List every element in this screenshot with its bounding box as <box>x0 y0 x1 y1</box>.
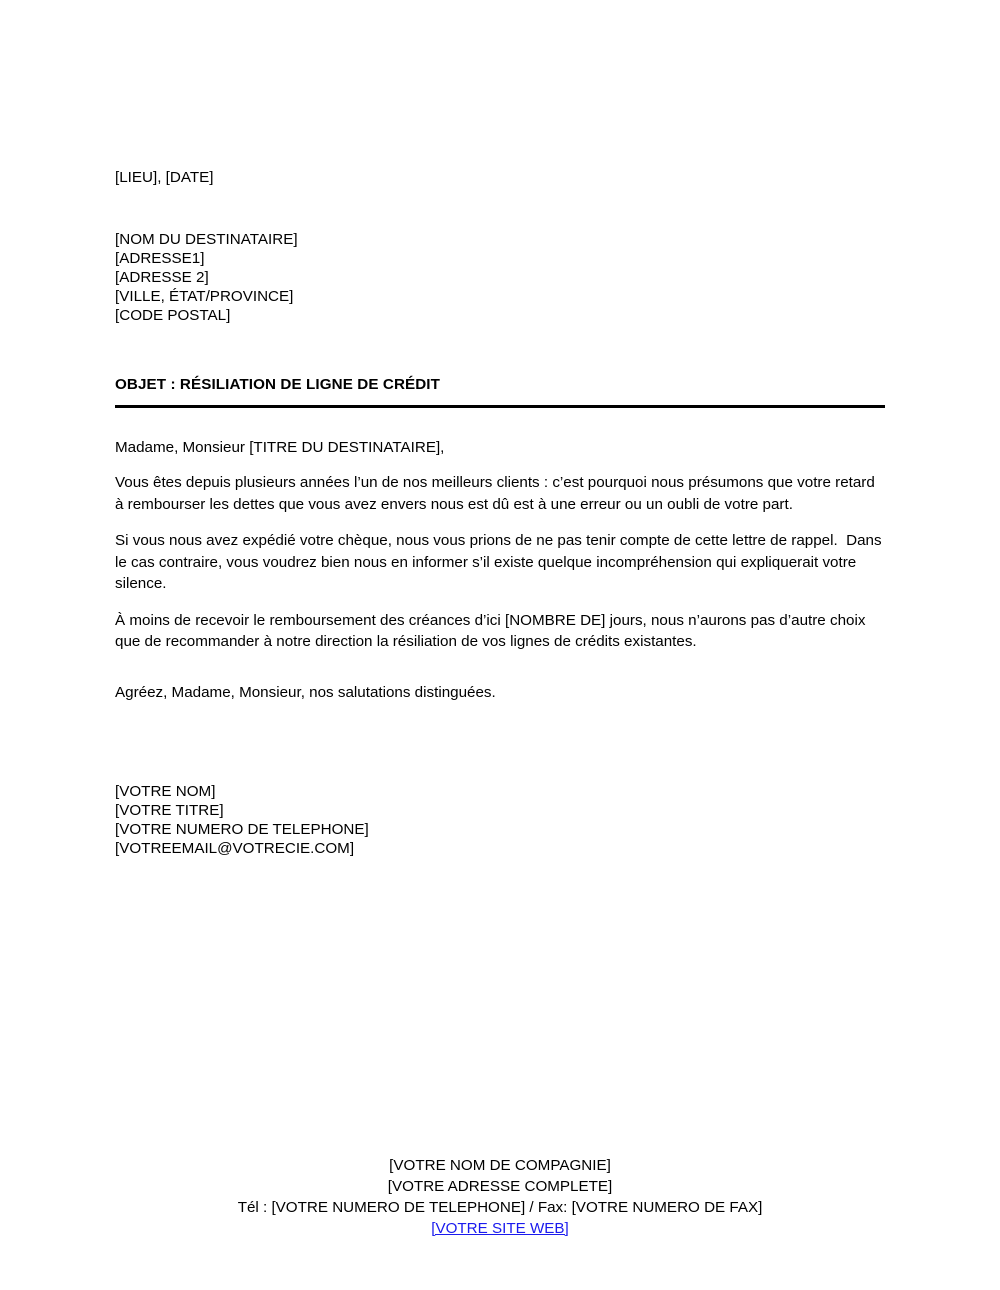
salutation-line: Madame, Monsieur [TITRE DU DESTINATAIRE], <box>115 439 445 456</box>
recipient-line: [CODE POSTAL] <box>115 307 231 324</box>
spacer-before-paragraph-3 <box>115 595 885 610</box>
spacer-after-date <box>115 187 885 230</box>
spacer-before-rule <box>115 394 885 405</box>
signature-line: [VOTREEMAIL@VOTRECIE.COM] <box>115 839 355 857</box>
footer-address: [VOTRE ADRESSE COMPLETE] <box>387 1178 613 1195</box>
footer-company-name: [VOTRE NOM DE COMPAGNIE] <box>389 1157 611 1174</box>
body-paragraph: À moins de recevoir le remboursement des créances d’ici [NOMBRE DE] jours, nous n’aurons pas d’autre choix que de recommander à notre direction la résiliation de vos lignes de crédits existantes. <box>115 611 870 650</box>
signature-line: [VOTRE NUMERO DE TELEPHONE] <box>115 820 369 838</box>
recipient-line: [NOM DU DESTINATAIRE] <box>115 231 298 248</box>
letter-body <box>115 168 885 858</box>
signature-block <box>115 782 885 858</box>
spacer-before-paragraph-2 <box>115 515 885 530</box>
recipient-line: [ADRESSE1] <box>115 250 205 267</box>
subject-line: OBJET : RÉSILIATION DE LIGNE DE CRÉDIT <box>115 376 441 393</box>
footer-contact: Tél : [VOTRE NUMERO DE TELEPHONE] / Fax: [VOTRE NUMERO DE FAX] <box>237 1199 763 1216</box>
website-link[interactable]: [VOTRE SITE WEB] <box>431 1220 569 1237</box>
spacer-before-closing <box>115 653 885 683</box>
signature-space <box>115 702 885 782</box>
closing-line: Agréez, Madame, Monsieur, nos salutations distinguées. <box>115 683 496 701</box>
page-footer <box>0 1155 1000 1239</box>
date-line: [LIEU], [DATE] <box>115 169 214 186</box>
signature-line: [VOTRE NOM] <box>115 782 216 800</box>
body-paragraph: Vous êtes depuis plusieurs années l’un de nos meilleurs clients : c’est pourquoi nous présumons que votre retard à rembourser les dettes que vous avez envers nous est dû est à une erreur ou un oubli de votre part. <box>115 474 880 513</box>
spacer-before-paragraph-1 <box>115 457 885 472</box>
spacer-after-address <box>115 325 885 375</box>
signature-line: [VOTRE TITRE] <box>115 801 224 819</box>
recipient-line: [ADRESSE 2] <box>115 269 209 286</box>
footer-website-row <box>0 1218 1000 1239</box>
body-paragraph: Si vous nous avez expédié votre chèque, nous vous prions de ne pas tenir compte de cette lettre de rappel. Dans le cas contraire, vous voudrez bien nous en informer s’il existe quelque incompréhension qui expliquerait votre silence. <box>115 532 886 592</box>
spacer-before-salutation <box>115 408 885 438</box>
recipient-address-block <box>115 230 885 325</box>
recipient-line: [VILLE, ÉTAT/PROVINCE] <box>115 288 294 305</box>
